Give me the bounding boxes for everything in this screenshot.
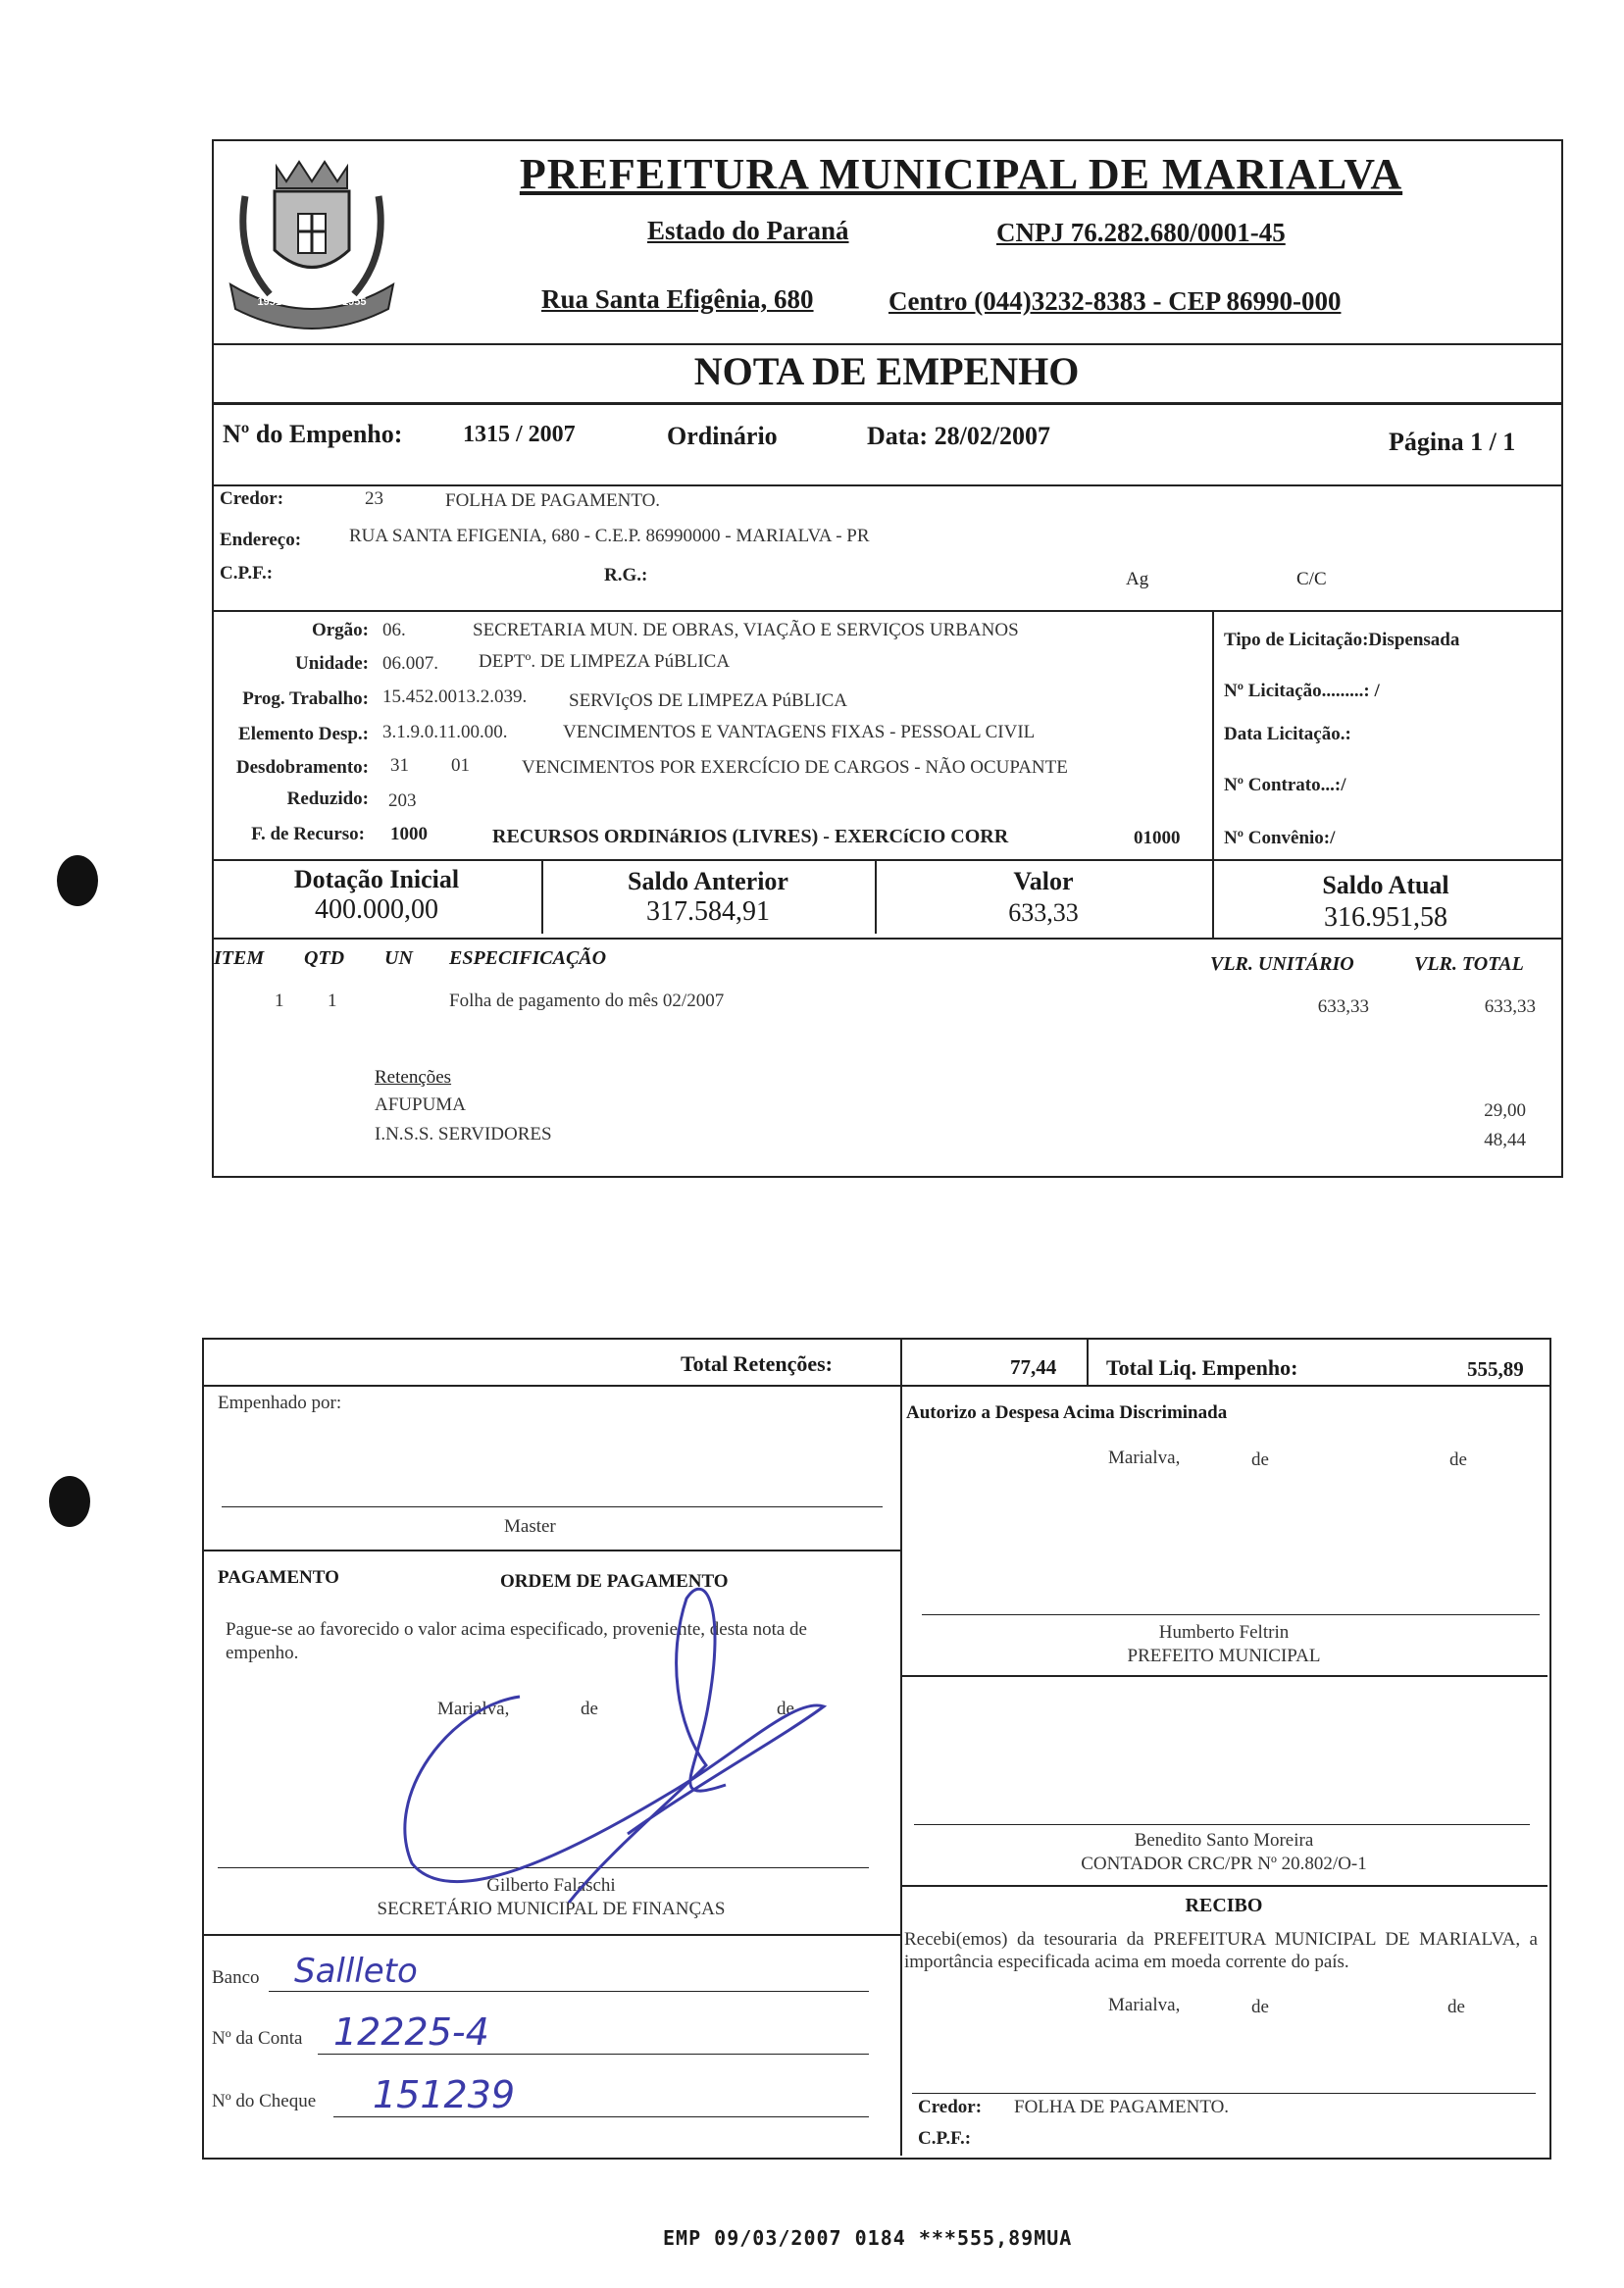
col-especificacao: ESPECIFICAÇÃO [449, 947, 607, 969]
reduzido-value: 203 [388, 790, 417, 811]
credor-code: 23 [365, 488, 383, 509]
conta-value[interactable]: 12225-4 [333, 2010, 489, 2054]
municipal-crest [216, 137, 408, 333]
endereco-label: Endereço: [220, 530, 302, 550]
fill-line [269, 1991, 869, 1992]
pagamento-de: de [777, 1699, 794, 1719]
signature-line [912, 2093, 1536, 2094]
dotacao-inicial-value: 400.000,00 [315, 894, 438, 925]
col-vlr-total: VLR. TOTAL [1414, 953, 1524, 975]
pagamento-de: de [581, 1699, 598, 1719]
divider [212, 484, 1561, 486]
autorizo-title: Autorizo a Despesa Acima Discriminada [906, 1402, 1228, 1423]
recibo-title: RECIBO [1185, 1895, 1263, 1916]
cheque-value[interactable]: 151239 [373, 2073, 516, 2116]
divider [202, 1934, 900, 1936]
recurso-code: 1000 [390, 824, 428, 844]
fill-line [318, 2054, 869, 2055]
saldo-atual-label: Saldo Atual [1322, 871, 1449, 899]
elemento-label: Elemento Desp.: [238, 724, 369, 744]
handwritten-signature [373, 1569, 843, 1922]
orgao-label: Orgão: [311, 620, 369, 640]
recurso-name: RECURSOS ORDINáRIOS (LIVRES) - EXERCíCIO CORR [492, 826, 1009, 847]
autorizo-de: de [1251, 1449, 1269, 1470]
divider [202, 1385, 1549, 1387]
street-address: Rua Santa Efigênia, 680 [541, 284, 814, 314]
recibo-de: de [1251, 1997, 1269, 2017]
item-total-value: 633,33 [1484, 996, 1536, 1017]
empenho-number: 1315 / 2007 [463, 422, 576, 447]
banco-label: Banco [212, 1967, 260, 1988]
numero-convenio: Nº Convênio:/ [1224, 828, 1336, 848]
desdobramento-name: VENCIMENTOS POR EXERCÍCIO DE CARGOS - NÃO OCUPANTE [522, 757, 1068, 778]
divider [212, 859, 1561, 861]
retencao-name: I.N.S.S. SERVIDORES [375, 1124, 552, 1144]
reduzido-label: Reduzido: [286, 788, 369, 809]
scan-dot [57, 855, 98, 906]
banco-value[interactable]: Sallleto [294, 1952, 418, 1991]
recibo-cpf-label: C.P.F.: [918, 2128, 972, 2149]
empenho-date: Data: 28/02/2007 [867, 422, 1051, 450]
col-qtd: QTD [304, 947, 345, 969]
unidade-name: DEPTº. DE LIMPEZA PúBLICA [479, 651, 731, 672]
orgao-name: SECRETARIA MUN. DE OBRAS, VIAÇÃO E SERVIÇOS URBANOS [473, 620, 1019, 640]
cnpj: CNPJ 76.282.680/0001-45 [996, 218, 1286, 247]
saldo-anterior-label: Saldo Anterior [628, 867, 788, 895]
recurso-sub: 01000 [1134, 828, 1181, 848]
divider [212, 402, 1561, 405]
recibo-text: Recebi(emos) da tesouraria da PREFEITURA MUNICIPAL DE MARIALVA, a importância especificada acima em moeda corrente do país. [904, 1929, 1538, 1972]
unidade-label: Unidade: [295, 653, 369, 674]
pagamento-title: PAGAMENTO [218, 1567, 339, 1588]
divider [900, 1338, 902, 1385]
page-indicator: Página 1 / 1 [1389, 428, 1516, 456]
fill-line [333, 2116, 869, 2117]
saldo-atual-value: 316.951,58 [1324, 902, 1447, 933]
bank-stamp: EMP 09/03/2007 0184 ***555,89MUA [663, 2226, 1073, 2250]
col-item: ITEM [214, 947, 265, 969]
secretario-role: SECRETÁRIO MUNICIPAL DE FINANÇAS [377, 1899, 726, 1919]
desdobramento-label: Desdobramento: [235, 757, 369, 778]
retencoes-title: Retenções [375, 1067, 452, 1088]
divider [206, 1338, 1549, 1340]
autorizo-de: de [1449, 1449, 1467, 1470]
recibo-de: de [1447, 1997, 1465, 2017]
total-retencoes-label: Total Retenções: [681, 1351, 833, 1376]
contador-name: Benedito Santo Moreira [1134, 1830, 1314, 1851]
recibo-credor-label: Credor: [918, 2097, 983, 2117]
recibo-place: Marialva, [1108, 1995, 1181, 2015]
secretario-name: Gilberto Falaschi [486, 1875, 616, 1896]
numero-licitacao: Nº Licitação.........: / [1224, 681, 1380, 701]
elemento-code: 3.1.9.0.11.00.00. [382, 722, 508, 742]
elemento-name: VENCIMENTOS E VANTAGENS FIXAS - PESSOAL CIVIL [563, 722, 1036, 742]
prog-trabalho-name: SERVIçOS DE LIMPEZA PúBLICA [569, 690, 848, 711]
retencao-name: AFUPUMA [375, 1094, 466, 1115]
crest-ribbon-text: 1951 MARIALVA 1955 [257, 296, 367, 308]
valor-value: 633,33 [1008, 898, 1079, 927]
item-unit-value: 633,33 [1317, 996, 1369, 1017]
district-phone-cep: Centro (044)3232-8383 - CEP 86990-000 [888, 286, 1342, 316]
total-liquido-label: Total Liq. Empenho: [1106, 1355, 1298, 1380]
unidade-code: 06.007. [382, 653, 438, 674]
signature-line [222, 1506, 883, 1507]
contador-role: CONTADOR CRC/PR Nº 20.802/O-1 [1081, 1854, 1367, 1874]
divider [900, 1385, 902, 2156]
signature-line [914, 1824, 1530, 1825]
saldo-anterior-value: 317.584,91 [646, 896, 770, 927]
divider [202, 1550, 900, 1551]
orgao-code: 06. [382, 620, 406, 640]
conta-label: Nº da Conta [212, 2028, 303, 2049]
col-vlr-unitario: VLR. UNITÁRIO [1210, 953, 1354, 975]
desdobramento-sub: 01 [451, 755, 470, 776]
item-qtd: 1 [328, 991, 337, 1011]
divider [1087, 1338, 1089, 1385]
scan-dot [49, 1476, 90, 1527]
valor-label: Valor [1013, 867, 1074, 895]
recurso-label: F. de Recurso: [251, 824, 365, 844]
tipo-licitacao: Tipo de Licitação:Dispensada [1224, 630, 1460, 650]
signature-line [922, 1614, 1540, 1615]
pagamento-place: Marialva, [437, 1699, 510, 1719]
empenho-number-label: Nº do Empenho: [223, 420, 403, 448]
credor-label: Credor: [220, 488, 284, 509]
prog-trabalho-code: 15.452.0013.2.039. [382, 686, 528, 707]
cpf-label: C.P.F.: [220, 563, 274, 584]
numero-contrato: Nº Contrato...:/ [1224, 775, 1346, 795]
empenhado-por-label: Empenhado por: [218, 1393, 342, 1413]
total-retencoes-value: 77,44 [1010, 1355, 1057, 1379]
col-un: UN [384, 947, 413, 969]
pagamento-text: Pague-se ao favorecido o valor acima especificado, proveniente, desta nota de empenho. [226, 1619, 807, 1663]
agencia-label: Ag [1126, 569, 1149, 589]
empenho-type: Ordinário [667, 422, 778, 450]
state-name: Estado do Paraná [647, 216, 849, 245]
conta-corrente-label: C/C [1296, 569, 1327, 589]
prefeito-name: Humberto Feltrin [1158, 1622, 1290, 1643]
item-number: 1 [275, 991, 284, 1011]
divider [1212, 610, 1214, 861]
retencao-value: 48,44 [1484, 1130, 1526, 1150]
recibo-credor-value: FOLHA DE PAGAMENTO. [1014, 2097, 1230, 2117]
autorizo-place: Marialva, [1108, 1448, 1181, 1468]
total-liquido-value: 555,89 [1467, 1357, 1524, 1381]
dotacao-inicial-label: Dotação Inicial [293, 865, 460, 893]
desdobramento-code: 31 [390, 755, 409, 776]
divider [212, 610, 1561, 612]
endereco-value: RUA SANTA EFIGENIA, 680 - C.E.P. 86990000 - MARIALVA - PR [349, 526, 870, 546]
divider [900, 1885, 1548, 1887]
data-licitacao: Data Licitação.: [1224, 724, 1351, 744]
ordem-pagamento-title: ORDEM DE PAGAMENTO [500, 1571, 729, 1592]
cheque-label: Nº do Cheque [212, 2091, 317, 2111]
divider [212, 938, 1561, 940]
document-title: NOTA DE EMPENHO [693, 349, 1080, 393]
retencao-value: 29,00 [1484, 1100, 1526, 1121]
empenhado-por-name: Master [504, 1516, 556, 1537]
prefeito-role: PREFEITO MUNICIPAL [1127, 1646, 1321, 1666]
prog-trabalho-label: Prog. Trabalho: [242, 688, 369, 709]
credor-name: FOLHA DE PAGAMENTO. [445, 490, 661, 511]
municipality-title: PREFEITURA MUNICIPAL DE MARIALVA [519, 150, 1403, 198]
rg-label: R.G.: [604, 565, 648, 585]
item-description: Folha de pagamento do mês 02/2007 [449, 991, 725, 1011]
divider [900, 1675, 1548, 1677]
